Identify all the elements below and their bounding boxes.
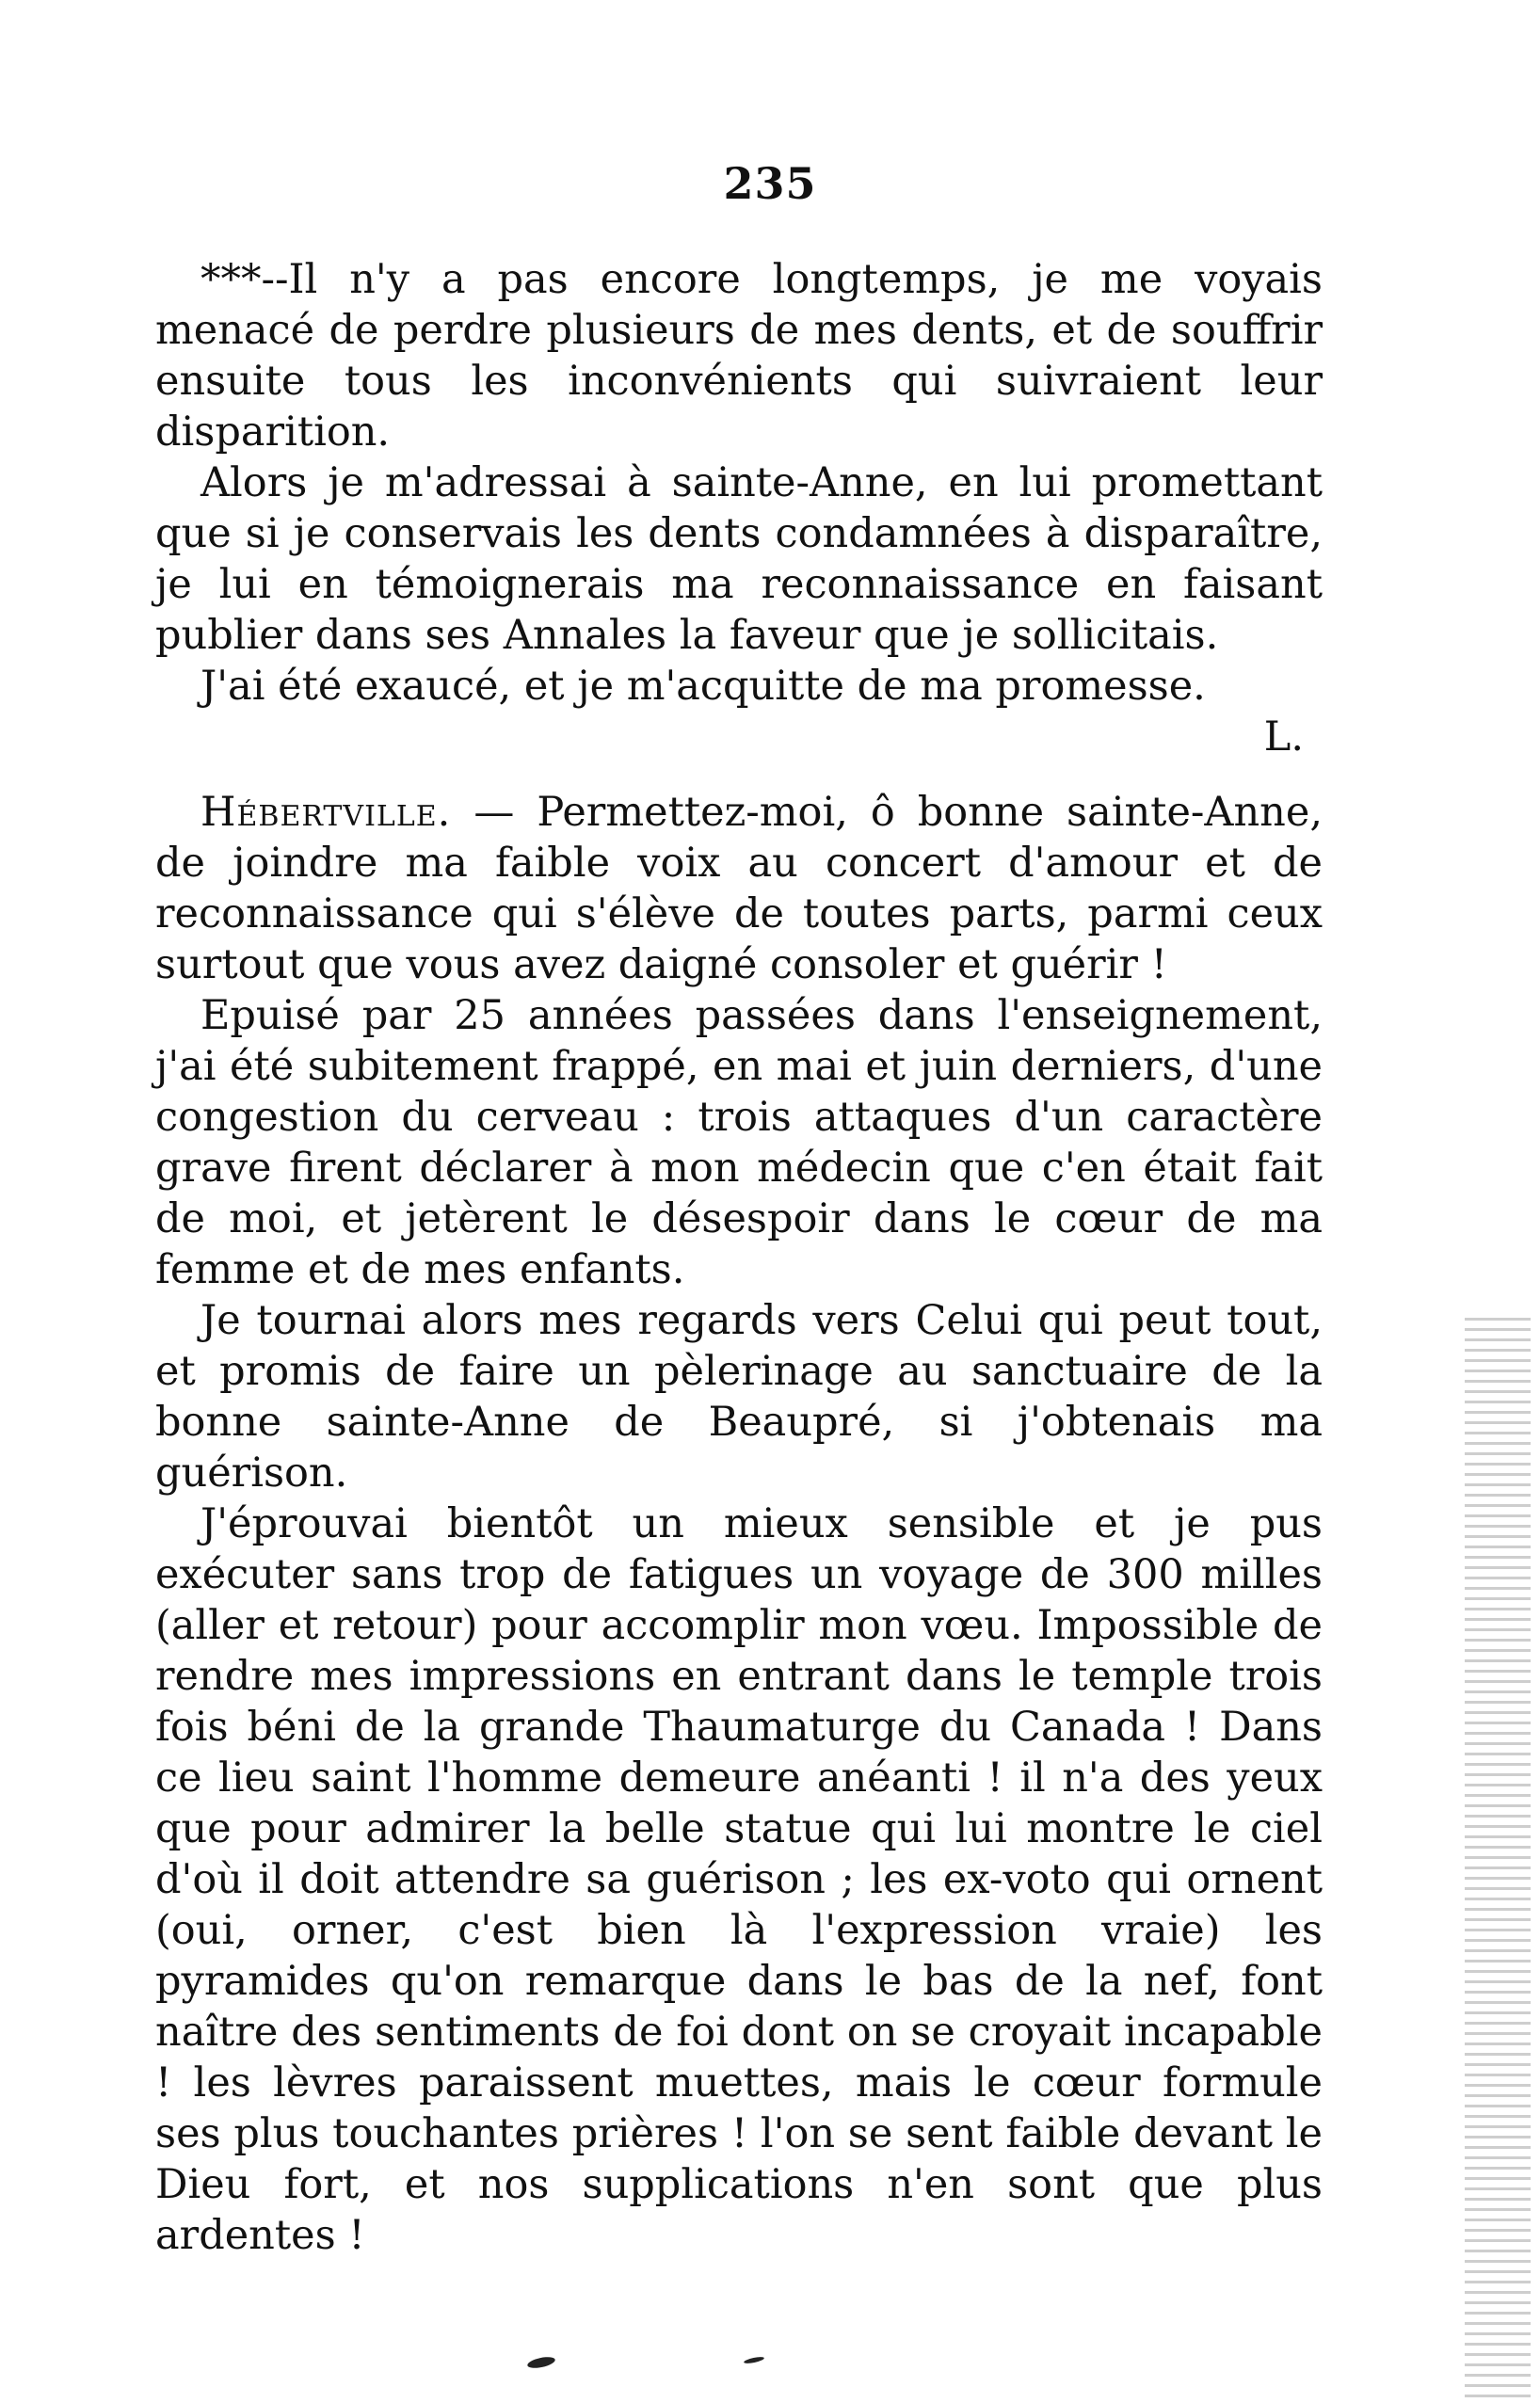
ink-smudge <box>526 2355 555 2370</box>
page-number: 235 <box>723 158 817 209</box>
signature: L. <box>1263 713 1304 761</box>
paragraph-1: ***--Il n'y a pas encore longtemps, je me voyais menacé de perdre plusieurs de mes dents, et de souffrir ensuite tous les inconvénients qui suivraient leur disparition. <box>155 256 1323 456</box>
paragraph-4-text: — Permettez-moi, ô bonne sainte-Anne, de joindre ma faible voix au concert d'amour et de reconnaissance qui s'élève de toutes parts, parmi ceux surtout que vous avez daigné consoler et guérir ! <box>155 789 1323 988</box>
scan-edge-marks <box>1465 1318 1531 2400</box>
page-body <box>155 254 1323 2261</box>
paragraph-6: Je tournai alors mes regards vers Celui qui peut tout, et promis de faire un pèlerinage au sanctuaire de la bonne sainte-Anne de Beaupré, si j'obtenais ma guérison. <box>155 1297 1323 1497</box>
paragraph-3: J'ai été exaucé, et je m'acquitte de ma promesse. <box>201 663 1206 710</box>
paragraph-2: Alors je m'adressai à sainte-Anne, en lui promettant que si je conservais les dents condamnées à disparaître, je lui en témoignerais ma reconnaissance en faisant publier dans ses Annales la faveur que je sollicitais. <box>155 459 1323 659</box>
ink-smudge-small <box>744 2356 765 2364</box>
place-name: Hébertville. <box>201 789 452 836</box>
paragraph-5: Epuisé par 25 années passées dans l'enseignement, j'ai été subitement frappé, en mai et juin derniers, d'une congestion du cerveau : trois attaques d'un caractère grave firent déclarer à mon médecin que c'en était fait de moi, et jetèrent le désespoir dans le cœur de ma femme et de mes enfants. <box>155 992 1323 1293</box>
section-gap <box>155 762 1323 787</box>
paragraph-7: J'éprouvai bientôt un mieux sensible et je pus exécuter sans trop de fatigues un voyage de 300 milles (aller et retour) pour accomplir mon vœu. Impossible de rendre mes impressions en entrant dans le temple trois fois béni de la grande Thaumaturge du Canada ! Dans ce lieu saint l'homme demeure anéanti ! il n'a des yeux que pour admirer la belle statue qui lui montre le ciel d'où il doit attendre sa guérison ; les ex-voto qui ornent (oui, orner, c'est bien là l'expression vraie) les pyramides qu'on remarque dans le bas de la nef, font naître des sentiments de foi dont on se croyait incapable ! les lèvres paraissent muettes, mais le cœur formule ses plus touchantes prières ! l'on se sent faible devant le Dieu fort, et nos supplications n'en sont que plus ardentes ! <box>155 1500 1323 2259</box>
paragraph-4 <box>155 787 1323 990</box>
